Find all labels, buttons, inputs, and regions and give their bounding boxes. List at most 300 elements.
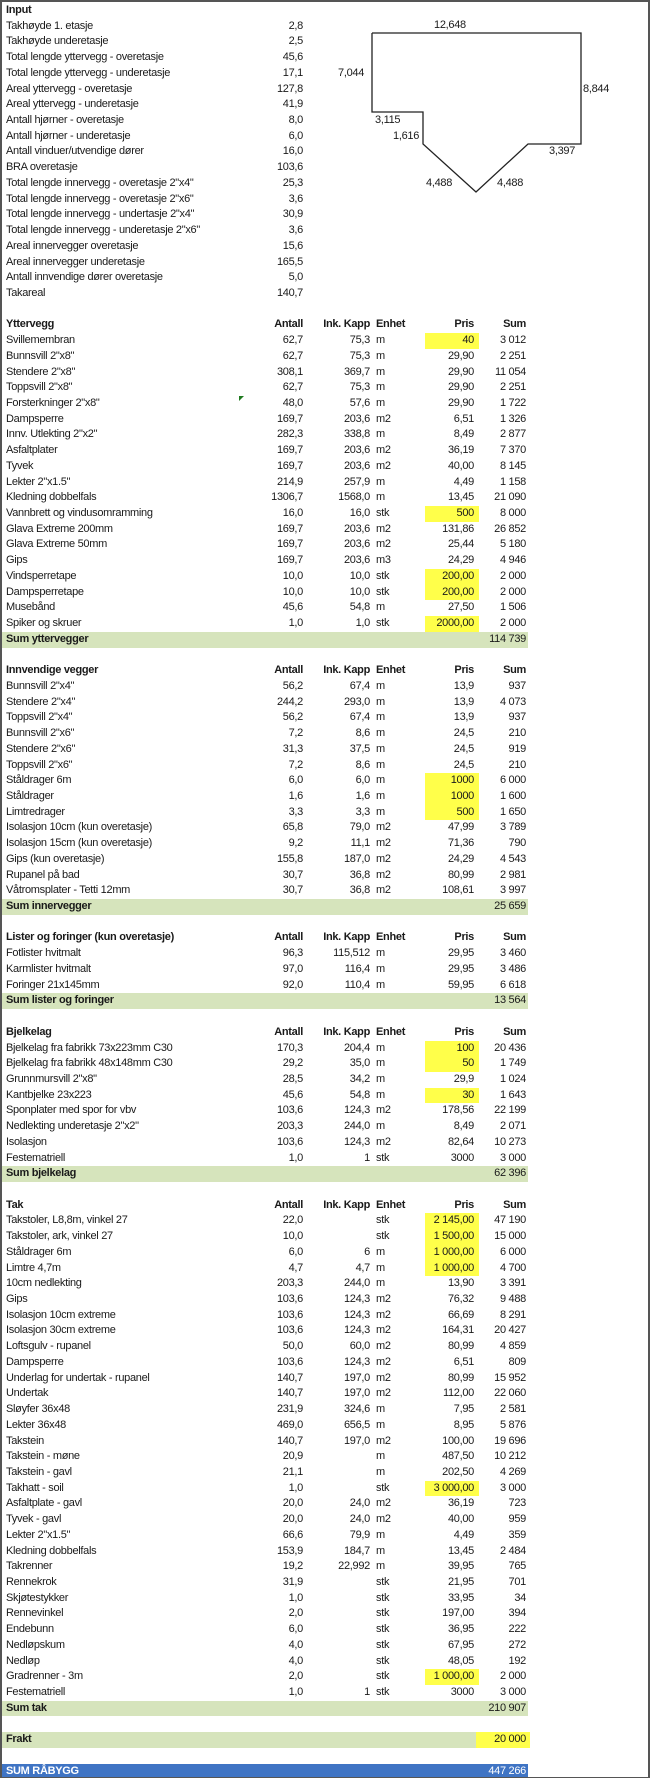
item-pris[interactable]: 21,95 [447,1576,474,1588]
item-ink-kapp[interactable]: 11,1 [350,837,370,850]
item-pris[interactable]: 36,19 [447,444,474,457]
item-enhet[interactable]: m2 [376,1340,391,1353]
item-antall[interactable]: 469,0 [276,1418,303,1431]
item-pris[interactable]: 202,50 [442,1465,474,1478]
item-antall[interactable]: 9,2 [288,837,303,850]
item-enhet[interactable]: m2 [376,868,391,881]
item-antall[interactable]: 308,1 [276,365,303,378]
item-antall[interactable]: 4,0 [288,1638,303,1651]
item-enhet[interactable]: m2 [376,444,391,457]
item-pris[interactable]: 33,95 [447,1591,474,1604]
item-enhet[interactable]: stk [376,1638,390,1651]
item-antall[interactable]: 203,3 [276,1277,303,1290]
item-antall[interactable]: 6,0 [288,774,303,787]
item-enhet[interactable]: m [376,947,385,960]
item-enhet[interactable]: stk [376,1576,390,1588]
input-value[interactable]: 2,8 [288,19,303,32]
item-enhet[interactable]: stk [376,569,390,582]
item-pris[interactable]: 29,90 [447,381,474,394]
item-pris[interactable]: 39,95 [447,1560,474,1573]
item-pris[interactable]: 1000 [425,773,479,789]
item-pris[interactable]: 200,00 [425,569,479,585]
input-value[interactable]: 165,5 [276,255,303,268]
input-value[interactable]: 127,8 [276,82,303,95]
item-pris[interactable]: 108,61 [442,884,474,897]
input-value[interactable]: 5,0 [288,271,303,284]
item-ink-kapp[interactable]: 75,3 [349,334,370,347]
item-ink-kapp[interactable]: 54,8 [349,1088,370,1101]
item-pris[interactable]: 80,99 [447,1371,474,1384]
item-enhet[interactable]: m [376,758,385,771]
item-enhet[interactable]: m2 [376,821,391,834]
item-pris[interactable]: 8,49 [453,1120,474,1133]
item-enhet[interactable]: m2 [376,538,391,551]
input-value[interactable]: 45,6 [282,51,303,64]
item-pris[interactable]: 7,95 [453,1403,474,1416]
item-ink-kapp[interactable]: 203,6 [343,444,370,457]
item-antall[interactable]: 103,6 [276,1104,303,1117]
item-enhet[interactable]: m [376,978,385,991]
item-enhet[interactable]: m2 [376,522,391,535]
item-antall[interactable]: 203,3 [276,1120,303,1133]
item-enhet[interactable]: stk [376,1654,390,1667]
item-ink-kapp[interactable]: 110,4 [344,978,370,991]
item-ink-kapp[interactable]: 369,7 [343,365,370,378]
item-enhet[interactable]: stk [376,617,390,630]
item-ink-kapp[interactable]: 6,0 [355,774,370,787]
item-enhet[interactable]: m [376,1277,385,1290]
item-enhet[interactable]: m [376,1418,385,1431]
item-ink-kapp[interactable]: 75,3 [349,381,370,394]
item-enhet[interactable]: m [376,1403,385,1416]
item-antall[interactable]: 20,0 [282,1497,303,1510]
item-antall[interactable]: 6,0 [288,1245,303,1258]
item-pris[interactable]: 1 000,00 [425,1245,479,1261]
item-pris[interactable]: 3000 [450,1686,474,1699]
item-ink-kapp[interactable]: 257,9 [343,475,370,488]
item-ink-kapp[interactable]: 124,3 [343,1104,370,1117]
item-ink-kapp[interactable]: 1,0 [355,617,370,630]
item-antall[interactable]: 30,7 [282,868,303,881]
item-ink-kapp[interactable]: 656,5 [343,1418,370,1431]
item-antall[interactable]: 2,0 [288,1670,303,1683]
item-antall[interactable]: 1,0 [288,1686,303,1699]
item-enhet[interactable]: m [376,727,385,740]
item-antall[interactable]: 1,0 [288,617,303,630]
input-value[interactable]: 2,5 [288,35,303,48]
item-enhet[interactable]: m [376,1072,385,1085]
item-pris[interactable]: 13,9 [453,711,474,724]
item-pris[interactable]: 13,9 [453,695,474,708]
item-ink-kapp[interactable] [312,1575,370,1591]
item-enhet[interactable]: m [376,962,385,975]
item-ink-kapp[interactable]: 124,3 [343,1355,370,1368]
item-pris[interactable]: 4,49 [453,475,474,488]
item-enhet[interactable]: m [376,1057,385,1070]
item-pris[interactable]: 8,49 [453,428,474,441]
item-antall[interactable]: 140,7 [276,1387,303,1400]
item-enhet[interactable]: m [376,1450,385,1463]
item-ink-kapp[interactable]: 203,6 [343,412,370,425]
item-enhet[interactable]: stk [376,1670,390,1683]
item-antall[interactable]: 1,0 [288,1151,303,1164]
item-pris[interactable]: 27,50 [447,601,474,614]
item-pris[interactable]: 164,31 [442,1324,474,1337]
item-pris[interactable]: 29,9 [453,1072,474,1085]
item-pris[interactable]: 29,95 [447,947,474,960]
item-antall[interactable]: 1,0 [288,1481,303,1494]
item-ink-kapp[interactable] [312,1654,370,1670]
item-enhet[interactable]: m [376,1120,385,1133]
item-antall[interactable]: 48,0 [282,397,303,409]
item-antall[interactable]: 30,7 [282,884,303,897]
item-ink-kapp[interactable]: 124,3 [343,1308,370,1321]
item-pris[interactable]: 1 500,00 [425,1229,479,1245]
item-ink-kapp[interactable]: 60,0 [349,1340,370,1353]
item-antall[interactable]: 22,0 [282,1214,303,1227]
input-value[interactable]: 103,6 [276,161,303,174]
item-pris[interactable]: 200,00 [425,585,479,601]
item-ink-kapp[interactable]: 24,0 [349,1513,370,1526]
item-ink-kapp[interactable]: 67,4 [349,679,370,692]
item-enhet[interactable]: m [376,475,385,488]
input-value[interactable]: 41,9 [282,98,303,111]
item-ink-kapp[interactable]: 4,7 [355,1261,370,1274]
input-value[interactable]: 16,0 [282,145,303,158]
item-antall[interactable]: 169,7 [276,554,303,567]
item-enhet[interactable]: stk [376,1607,390,1620]
item-pris[interactable]: 29,90 [447,397,474,409]
input-value[interactable]: 17,1 [282,66,303,79]
item-ink-kapp[interactable]: 34,2 [349,1072,370,1085]
item-ink-kapp[interactable]: 10,0 [349,569,370,582]
item-ink-kapp[interactable]: 57,6 [349,397,370,409]
item-enhet[interactable]: m2 [376,1135,391,1148]
item-pris[interactable]: 29,95 [447,962,474,975]
item-enhet[interactable]: m [376,381,385,394]
item-enhet[interactable]: m2 [376,1371,391,1384]
item-pris[interactable]: 25,44 [447,538,474,551]
item-ink-kapp[interactable]: 203,6 [343,538,370,551]
item-enhet[interactable]: m2 [376,1513,391,1526]
item-antall[interactable]: 169,7 [276,522,303,535]
item-ink-kapp[interactable]: 197,0 [343,1371,370,1384]
item-enhet[interactable]: m [376,1088,385,1101]
item-ink-kapp[interactable] [312,1591,370,1607]
item-antall[interactable]: 103,6 [276,1324,303,1337]
item-antall[interactable]: 169,7 [276,412,303,425]
item-enhet[interactable]: m [376,365,385,378]
item-ink-kapp[interactable]: 324,6 [343,1403,370,1416]
item-enhet[interactable]: m2 [376,1293,391,1306]
item-pris[interactable]: 36,95 [447,1623,474,1636]
item-ink-kapp[interactable]: 244,0 [343,1120,370,1133]
item-antall[interactable]: 6,0 [288,1623,303,1636]
item-enhet[interactable]: stk [376,1214,390,1227]
item-enhet[interactable]: m [376,711,385,724]
item-ink-kapp[interactable]: 1,6 [355,790,370,802]
item-pris[interactable]: 112,00 [442,1387,474,1400]
item-antall[interactable]: 7,2 [288,727,303,740]
item-enhet[interactable]: m2 [376,852,391,865]
item-pris[interactable]: 24,5 [453,742,474,755]
item-enhet[interactable]: m2 [376,837,391,850]
item-ink-kapp[interactable]: 67,4 [349,711,370,724]
item-pris[interactable]: 36,19 [447,1497,474,1510]
item-antall[interactable]: 169,7 [276,538,303,551]
item-ink-kapp[interactable]: 24,0 [349,1497,370,1510]
item-enhet[interactable]: m2 [376,1324,391,1337]
item-enhet[interactable]: m [376,695,385,708]
item-ink-kapp[interactable]: 115,512 [333,947,370,960]
item-ink-kapp[interactable]: 116,4 [344,962,370,975]
item-antall[interactable]: 50,0 [282,1340,303,1353]
item-pris[interactable]: 50 [425,1056,479,1072]
item-antall[interactable]: 62,7 [282,381,303,394]
item-antall[interactable]: 103,6 [276,1308,303,1321]
item-enhet[interactable]: m [376,428,385,441]
item-antall[interactable]: 170,3 [276,1041,303,1054]
item-enhet[interactable]: stk [376,1623,390,1636]
item-antall[interactable]: 56,2 [282,711,303,724]
item-ink-kapp[interactable]: 203,6 [343,554,370,567]
item-pris[interactable]: 80,99 [447,868,474,881]
item-enhet[interactable]: m [376,774,385,787]
item-antall[interactable]: 1,6 [288,790,303,802]
item-enhet[interactable]: m [376,334,385,347]
item-pris[interactable]: 66,69 [447,1308,474,1321]
item-antall[interactable]: 10,0 [282,585,303,598]
item-ink-kapp[interactable] [312,1638,370,1654]
item-pris[interactable]: 24,5 [453,758,474,771]
item-pris[interactable]: 82,64 [447,1135,474,1148]
item-pris[interactable]: 24,29 [447,852,474,865]
item-antall[interactable]: 103,6 [276,1293,303,1306]
item-ink-kapp[interactable]: 124,3 [343,1293,370,1306]
item-pris[interactable]: 29,90 [447,349,474,362]
item-antall[interactable]: 214,9 [276,475,303,488]
item-ink-kapp[interactable]: 1 [364,1151,370,1164]
item-pris[interactable]: 24,5 [453,727,474,740]
item-enhet[interactable]: m [376,397,385,409]
item-antall[interactable]: 97,0 [282,962,303,975]
input-value[interactable]: 3,6 [288,224,303,237]
item-enhet[interactable]: m [376,1245,385,1258]
item-ink-kapp[interactable] [312,1606,370,1622]
item-pris[interactable]: 80,99 [447,1340,474,1353]
item-antall[interactable]: 4,7 [288,1261,303,1274]
item-enhet[interactable]: m [376,1528,385,1541]
item-antall[interactable]: 62,7 [282,334,303,347]
item-antall[interactable]: 140,7 [276,1434,303,1447]
item-ink-kapp[interactable] [312,1213,370,1229]
item-ink-kapp[interactable]: 124,3 [343,1324,370,1337]
item-pris[interactable]: 2000,00 [425,616,479,632]
item-enhet[interactable]: m2 [376,459,391,472]
item-ink-kapp[interactable]: 22,992 [338,1560,370,1573]
item-ink-kapp[interactable]: 6 [364,1245,370,1258]
item-antall[interactable]: 29,2 [282,1057,303,1070]
item-ink-kapp[interactable] [312,1465,370,1481]
item-antall[interactable]: 28,5 [282,1072,303,1085]
item-enhet[interactable]: m3 [376,554,391,567]
item-antall[interactable]: 7,2 [288,758,303,771]
item-enhet[interactable]: m [376,679,385,692]
item-ink-kapp[interactable]: 1 [364,1686,370,1699]
item-pris[interactable]: 13,90 [447,1277,474,1290]
frakt-value[interactable]: 20 000 [476,1732,530,1748]
item-pris[interactable]: 13,45 [447,491,474,504]
item-antall[interactable]: 66,6 [282,1528,303,1541]
item-pris[interactable]: 6,51 [453,412,474,425]
item-enhet[interactable]: m [376,805,385,818]
item-ink-kapp[interactable]: 37,5 [349,742,370,755]
item-pris[interactable]: 131,86 [442,522,474,535]
item-ink-kapp[interactable] [312,1622,370,1638]
item-antall[interactable]: 21,1 [282,1465,303,1478]
item-pris[interactable]: 3 000,00 [425,1481,479,1497]
item-pris[interactable]: 6,51 [453,1355,474,1368]
item-antall[interactable]: 31,9 [282,1576,303,1588]
item-enhet[interactable]: m2 [376,1104,391,1117]
item-enhet[interactable]: m2 [376,1387,391,1400]
item-antall[interactable]: 20,9 [282,1450,303,1463]
item-enhet[interactable]: m [376,742,385,755]
item-enhet[interactable]: m [376,601,385,614]
item-ink-kapp[interactable]: 197,0 [343,1387,370,1400]
item-ink-kapp[interactable] [312,1449,370,1465]
item-enhet[interactable]: stk [376,1591,390,1604]
item-antall[interactable]: 19,2 [282,1560,303,1573]
item-ink-kapp[interactable]: 8,6 [355,727,370,740]
item-pris[interactable]: 40,00 [447,1513,474,1526]
item-antall[interactable]: 45,6 [282,1088,303,1101]
item-pris[interactable]: 487,50 [442,1450,474,1463]
item-enhet[interactable]: stk [376,1230,390,1243]
item-enhet[interactable]: m2 [376,1434,391,1447]
item-antall[interactable]: 231,9 [276,1403,303,1416]
item-antall[interactable]: 169,7 [276,459,303,472]
item-pris[interactable]: 76,32 [447,1293,474,1306]
input-value[interactable]: 30,9 [282,208,303,221]
item-antall[interactable]: 103,6 [276,1355,303,1368]
item-antall[interactable]: 96,3 [282,947,303,960]
item-enhet[interactable]: stk [376,1481,390,1494]
item-antall[interactable]: 10,0 [282,569,303,582]
item-enhet[interactable]: stk [376,585,390,598]
input-value[interactable]: 15,6 [282,239,303,252]
item-enhet[interactable]: m [376,491,385,504]
item-pris[interactable]: 1000 [425,789,479,805]
item-enhet[interactable]: m [376,1261,385,1274]
item-enhet[interactable]: m [376,1465,385,1478]
item-pris[interactable]: 30 [425,1088,479,1104]
item-enhet[interactable]: m [376,349,385,362]
item-antall[interactable]: 244,2 [276,695,303,708]
item-pris[interactable]: 1 000,00 [425,1261,479,1277]
item-ink-kapp[interactable]: 36,8 [349,868,370,881]
item-antall[interactable]: 92,0 [282,978,303,991]
item-ink-kapp[interactable]: 8,6 [355,758,370,771]
item-antall[interactable]: 1306,7 [271,491,303,504]
input-value[interactable]: 8,0 [288,114,303,127]
item-ink-kapp[interactable]: 184,7 [343,1544,370,1557]
item-antall[interactable]: 45,6 [282,601,303,614]
item-ink-kapp[interactable]: 75,3 [349,349,370,362]
input-value[interactable]: 140,7 [276,286,303,299]
item-ink-kapp[interactable]: 244,0 [343,1277,370,1290]
item-pris[interactable]: 100 [425,1041,479,1057]
item-enhet[interactable]: m [376,1041,385,1054]
item-ink-kapp[interactable] [312,1229,370,1245]
item-pris[interactable]: 1 000,00 [425,1669,479,1685]
item-pris[interactable]: 178,56 [442,1104,474,1117]
item-enhet[interactable]: m [376,1544,385,1557]
item-ink-kapp[interactable]: 79,0 [349,821,370,834]
item-antall[interactable]: 2,0 [288,1607,303,1620]
item-pris[interactable]: 59,95 [447,978,474,991]
item-enhet[interactable]: m2 [376,1497,391,1510]
item-ink-kapp[interactable] [312,1669,370,1685]
item-ink-kapp[interactable]: 338,8 [343,428,370,441]
item-ink-kapp[interactable]: 54,8 [349,601,370,614]
item-pris[interactable]: 500 [425,805,479,821]
input-value[interactable]: 6,0 [288,129,303,142]
item-ink-kapp[interactable]: 16,0 [349,507,370,520]
item-ink-kapp[interactable]: 79,9 [349,1528,370,1541]
item-pris[interactable]: 71,36 [447,837,474,850]
item-enhet[interactable]: m2 [376,412,391,425]
item-ink-kapp[interactable]: 187,0 [343,852,370,865]
item-ink-kapp[interactable]: 203,6 [343,522,370,535]
item-ink-kapp[interactable]: 204,4 [343,1041,370,1054]
item-pris[interactable]: 67,95 [447,1638,474,1651]
item-antall[interactable]: 31,3 [282,742,303,755]
input-value[interactable]: 3,6 [288,192,303,205]
item-antall[interactable]: 3,3 [288,805,303,818]
item-enhet[interactable]: stk [376,1151,390,1164]
item-antall[interactable]: 4,0 [288,1654,303,1667]
item-pris[interactable]: 100,00 [442,1434,474,1447]
item-pris[interactable]: 40 [425,333,479,349]
item-pris[interactable]: 197,00 [442,1607,474,1620]
item-pris[interactable]: 8,95 [453,1418,474,1431]
item-antall[interactable]: 65,8 [282,821,303,834]
item-pris[interactable]: 29,90 [447,365,474,378]
item-antall[interactable]: 155,8 [276,852,303,865]
item-ink-kapp[interactable]: 36,8 [349,884,370,897]
item-ink-kapp[interactable]: 203,6 [343,459,370,472]
item-enhet[interactable]: m2 [376,884,391,897]
item-pris[interactable]: 47,99 [447,821,474,834]
item-ink-kapp[interactable]: 3,3 [355,805,370,818]
item-enhet[interactable]: m [376,1560,385,1573]
item-pris[interactable]: 2 145,00 [425,1213,479,1229]
item-enhet[interactable]: stk [376,507,390,520]
item-antall[interactable]: 140,7 [276,1371,303,1384]
item-pris[interactable]: 24,29 [447,554,474,567]
item-antall[interactable]: 62,7 [282,349,303,362]
item-antall[interactable]: 56,2 [282,679,303,692]
item-ink-kapp[interactable]: 10,0 [349,585,370,598]
item-antall[interactable]: 20,0 [282,1513,303,1526]
item-pris[interactable]: 40,00 [447,459,474,472]
item-antall[interactable]: 103,6 [276,1135,303,1148]
item-antall[interactable]: 169,7 [276,444,303,457]
item-ink-kapp[interactable]: 293,0 [343,695,370,708]
item-ink-kapp[interactable]: 1568,0 [338,491,370,504]
item-ink-kapp[interactable]: 197,0 [343,1434,370,1447]
